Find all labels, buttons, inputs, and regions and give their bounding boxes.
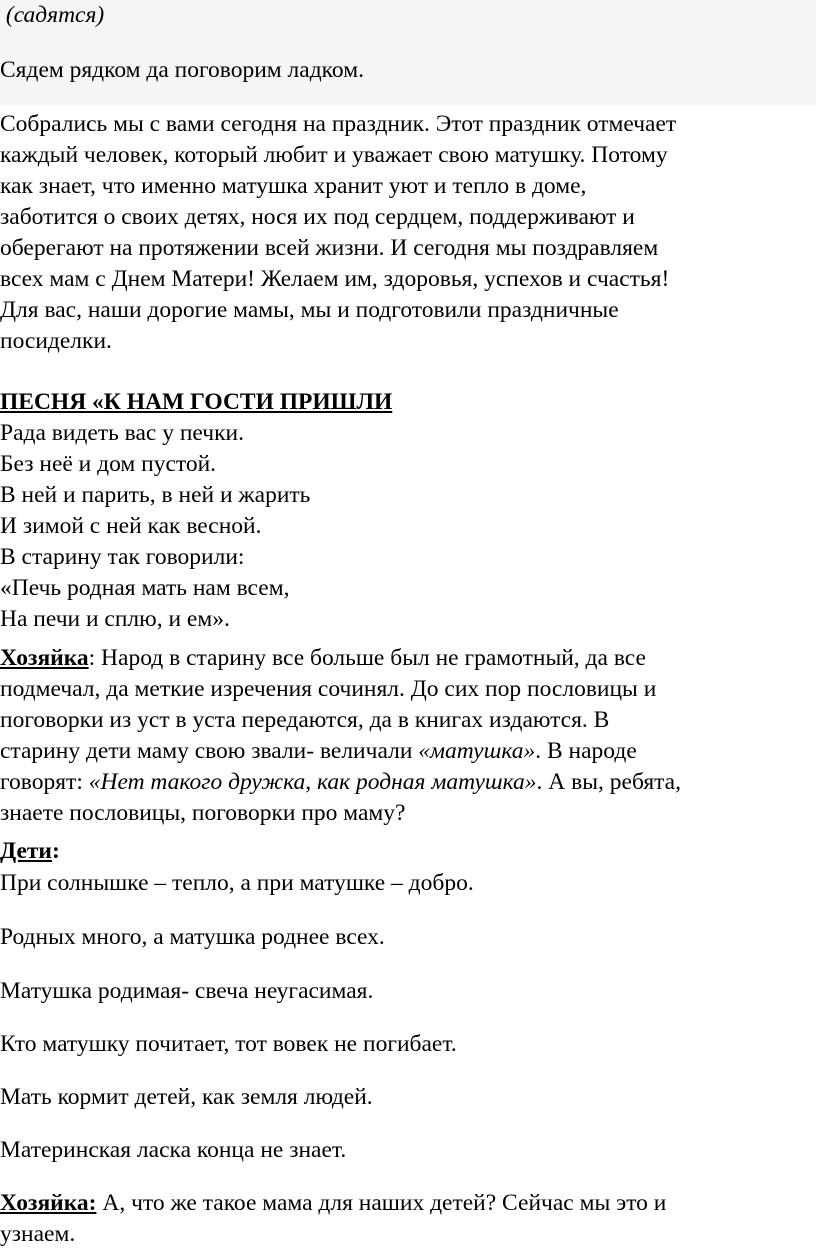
speaker-host: Хозяйка bbox=[0, 645, 89, 671]
proverb: При солнышке – тепло, а при матушке – добро. bbox=[0, 870, 474, 896]
proverb: Мать кормит детей, как земля людей. bbox=[0, 1084, 373, 1110]
speech-line: подмечал, да меткие изречения сочинял. До сих пор пословицы и bbox=[0, 676, 657, 702]
children-speaker-line: Дети: bbox=[0, 838, 60, 864]
song-line: «Печь родная мать нам всем, bbox=[0, 575, 290, 601]
speaker-host: Хозяйка: bbox=[0, 1190, 97, 1216]
quote-matushka: «матушка» bbox=[418, 738, 536, 764]
quote-proverb: «Нет такого дружка, как родная матушка» bbox=[88, 769, 537, 795]
song-line: Без неё и дом пустой. bbox=[0, 451, 217, 477]
speech-line: говорят: «Нет такого дружка, как родная матушка». А вы, ребята, bbox=[0, 769, 681, 795]
speech-line: узнаем. bbox=[0, 1221, 76, 1247]
song-line: В ней и парить, в ней и жарить bbox=[0, 482, 311, 508]
song-title: ПЕСНЯ «К НАМ ГОСТИ ПРИШЛИ bbox=[0, 389, 393, 415]
paragraph-line: Собрались мы с вами сегодня на праздник. Этот праздник отмечает bbox=[0, 111, 677, 137]
speaker-children: Дети bbox=[0, 838, 52, 864]
greeting-line: Сядем рядком да поговорим ладком. bbox=[0, 57, 364, 83]
speech-line: знаете пословицы, поговорки про маму? bbox=[0, 800, 406, 826]
host-speech-2 bbox=[0, 1188, 816, 1250]
paragraph-line: каждый человек, который любит и уважает свою матушку. Потому bbox=[0, 142, 668, 168]
paragraph-line: заботится о своих детях, нося их под сердцем, поддерживают и bbox=[0, 204, 635, 230]
host-speech-1 bbox=[0, 643, 816, 829]
song-line: На печи и сплю, и ем». bbox=[0, 606, 230, 632]
opening-paragraph bbox=[0, 109, 816, 357]
paragraph-line: как знает, что именно матушка хранит уют и тепло в доме, bbox=[0, 173, 587, 199]
speech-line: Хозяйка: А, что же такое мама для наших детей? Сейчас мы это и bbox=[0, 1190, 667, 1216]
speech-line: Хозяйка: Народ в старину все больше был не грамотный, да все bbox=[0, 645, 646, 671]
paragraph-line: Для вас, наши дорогие мамы, мы и подготовили праздничные bbox=[0, 297, 619, 323]
proverb: Матушка родимая- свеча неугасимая. bbox=[0, 978, 374, 1004]
paragraph-line: оберегают на протяжении всей жизни. И сегодня мы поздравляем bbox=[0, 235, 659, 261]
song-line: И зимой с ней как весной. bbox=[0, 513, 262, 539]
proverb: Материнская ласка конца не знает. bbox=[0, 1137, 347, 1163]
speech-line: поговорки из уст в уста передаются, да в книгах издаются. В bbox=[0, 707, 610, 733]
song-section bbox=[0, 387, 816, 635]
song-line: Рада видеть вас у печки. bbox=[0, 420, 244, 446]
speech-line: старину дети маму свою звали- величали «матушка». В народе bbox=[0, 738, 637, 764]
proverb: Родных много, а матушка роднее всех. bbox=[0, 924, 385, 950]
stage-direction: (садятся) bbox=[5, 2, 105, 28]
paragraph-line: посиделки. bbox=[0, 328, 112, 354]
proverb: Кто матушку почитает, тот вовек не погибает. bbox=[0, 1031, 457, 1057]
song-line: В старину так говорили: bbox=[0, 544, 245, 570]
paragraph-line: всех мам с Днем Матери! Желаем им, здоровья, успехов и счастья! bbox=[0, 266, 670, 292]
